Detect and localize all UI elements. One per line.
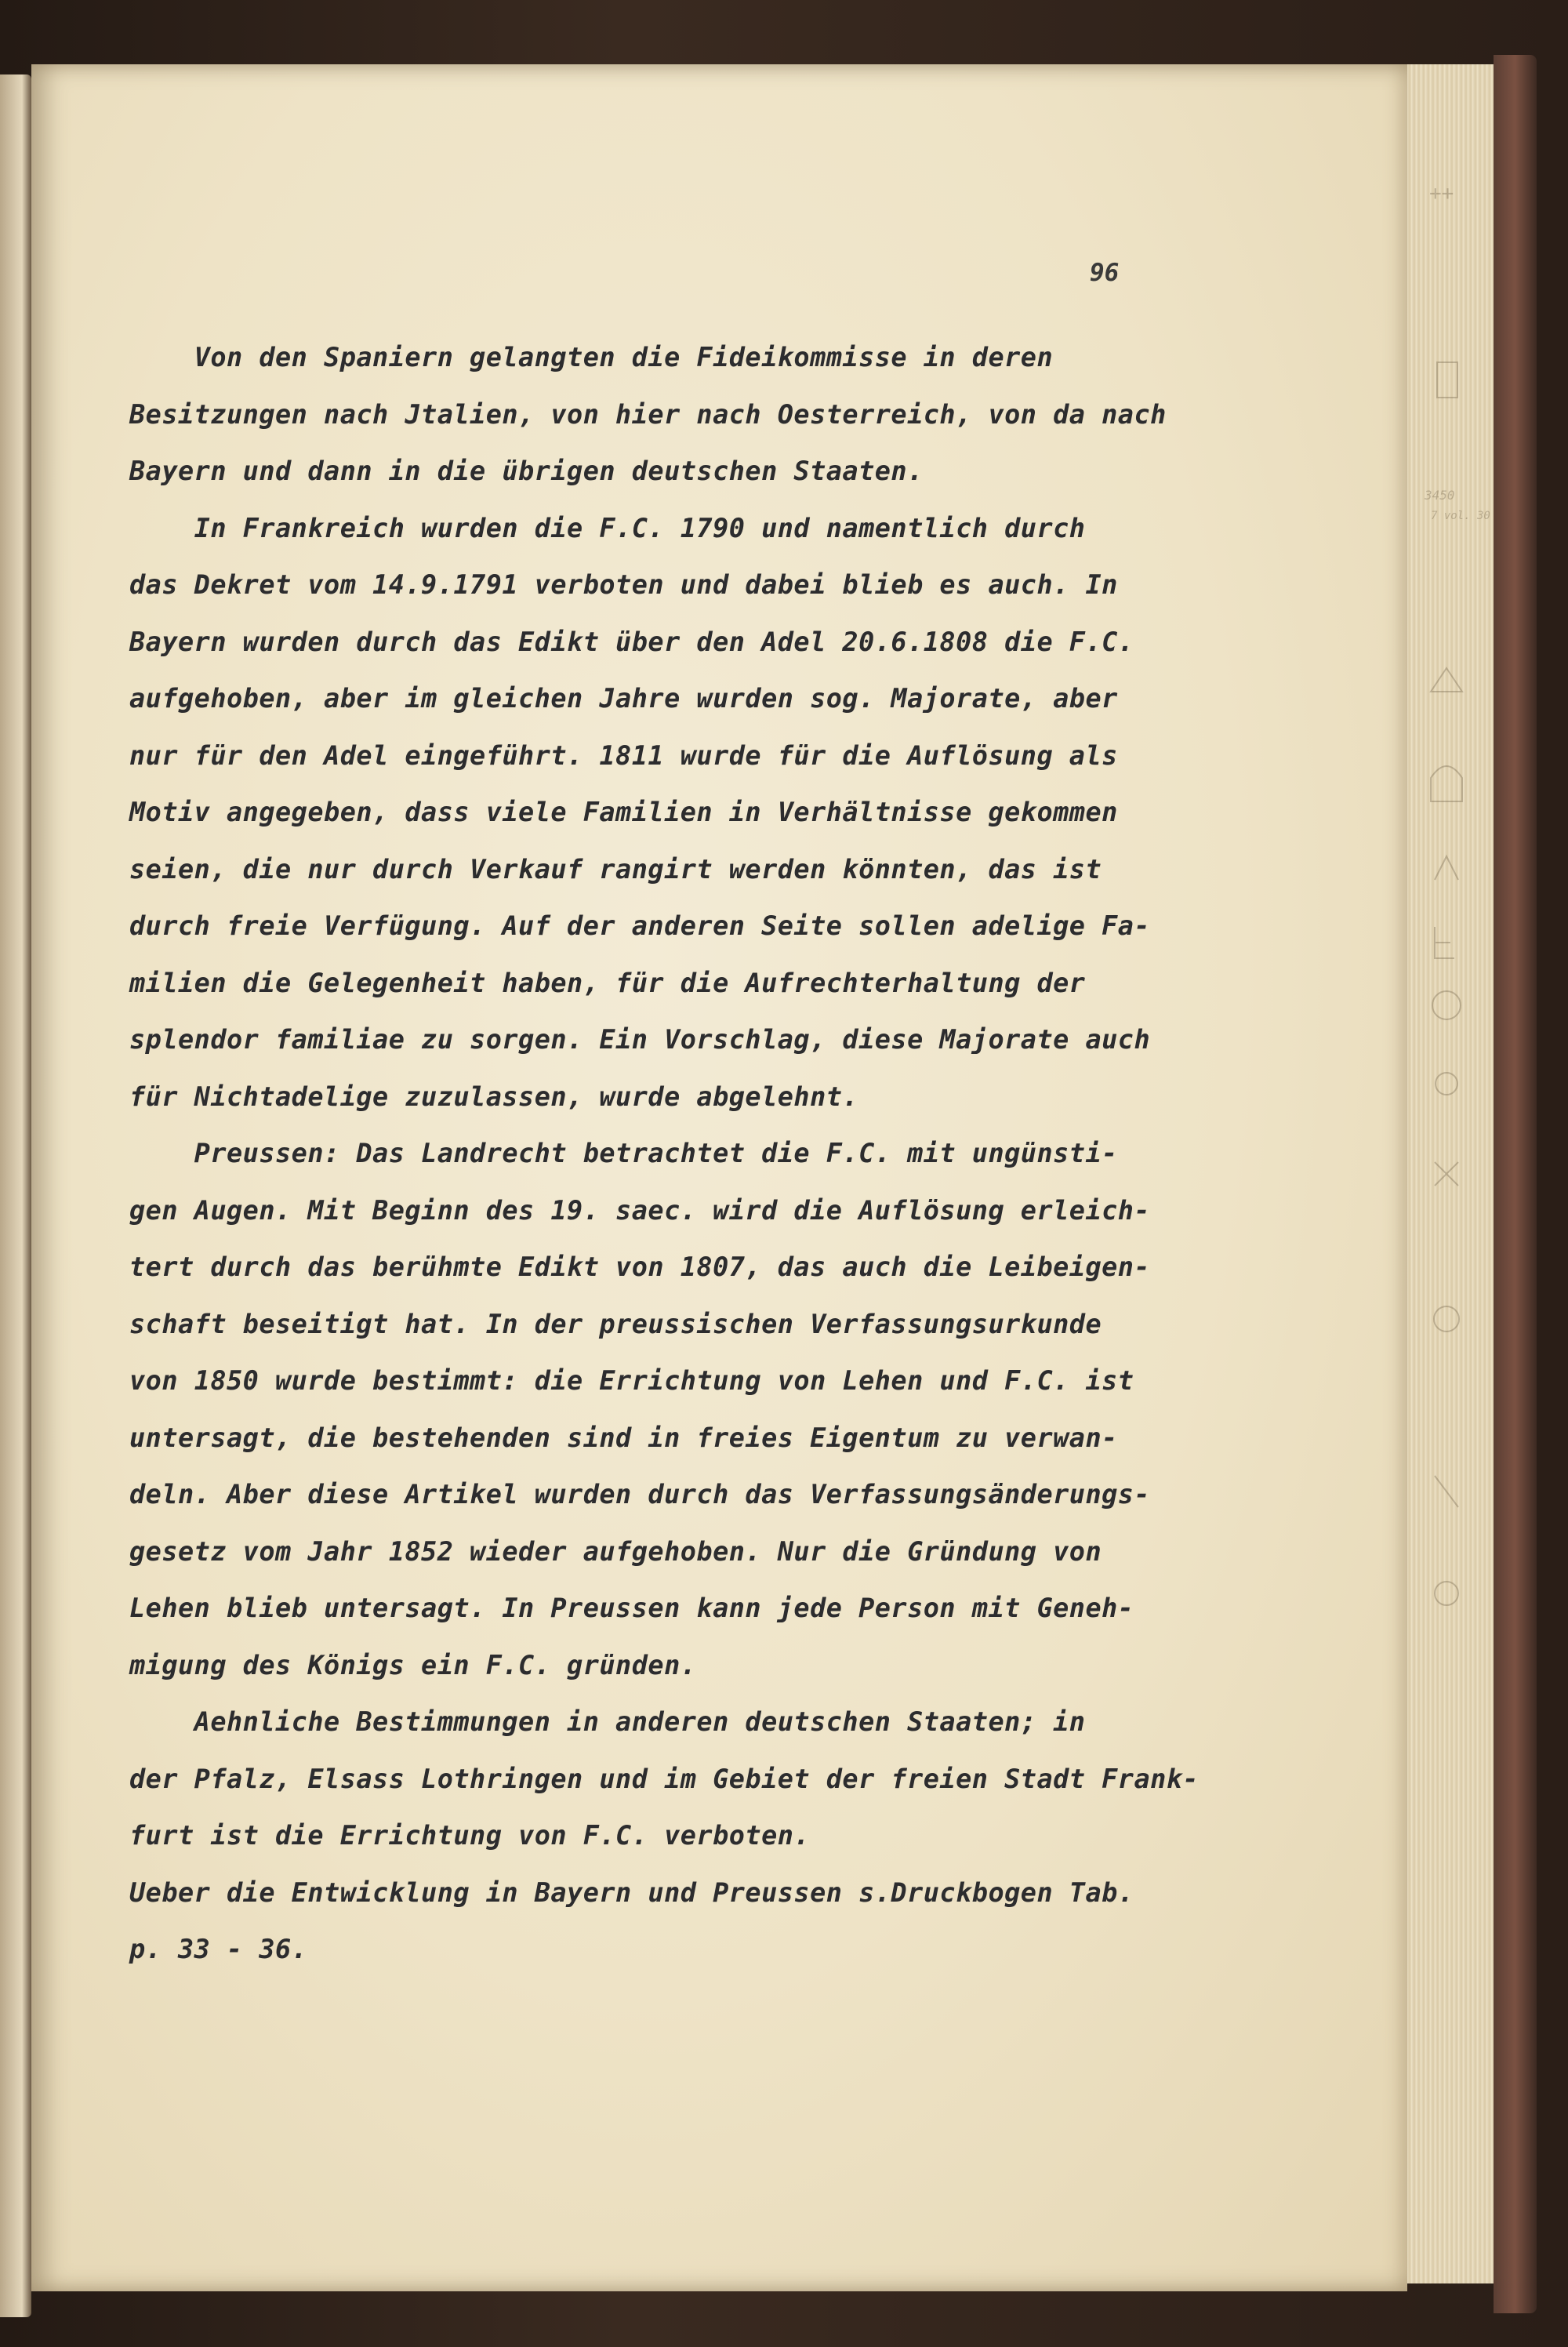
text-line: splendor familiae zu sorgen. Ein Vorschlag, diese Majorate auch xyxy=(129,1024,1151,1055)
text-line: gesetz vom Jahr 1852 wieder aufgehoben. Nur die Gründung von xyxy=(129,1535,1102,1567)
text-line: Preussen: Das Landrecht betrachtet die F.C. mit ungünsti- xyxy=(129,1138,1118,1168)
typed-text-body xyxy=(129,329,1290,1978)
text-line: der Pfalz, Elsass Lothringen und im Gebiet der freien Stadt Frank- xyxy=(129,1763,1200,1794)
text-line: untersagt, die bestehenden sind in freies Eigentum zu verwan- xyxy=(129,1422,1118,1453)
text-line: durch freie Verfügung. Auf der anderen Seite sollen adelige Fa- xyxy=(129,910,1151,941)
text-line: Lehen blieb untersagt. In Preussen kann jede Person mit Geneh- xyxy=(129,1593,1134,1623)
text-line: furt ist die Errichtung von F.C. verboten. xyxy=(129,1820,811,1851)
text-line: gen Augen. Mit Beginn des 19. saec. wird die Auflösung erleich- xyxy=(129,1194,1151,1226)
text-line: Ueber die Entwicklung in Bayern und Preussen s.Druckbogen Tab. xyxy=(129,1877,1134,1908)
text-line: tert durch das berühmte Edikt von 1807, das auch die Leibeigen- xyxy=(129,1252,1151,1282)
text-line: für Nichtadelige zuzulassen, wurde abgelehnt. xyxy=(129,1081,859,1112)
text-line: Bayern und dann in die übrigen deutschen Staaten. xyxy=(129,456,924,486)
margin-plus-marks: ++ xyxy=(1429,182,1454,205)
margin-pencil-note: 7 vol. 30 xyxy=(1431,510,1490,522)
bleed-through-marks xyxy=(1407,300,1494,1711)
text-line: seien, die nur durch Verkauf rangirt werden könnten, das ist xyxy=(129,853,1102,885)
book-cover-edge xyxy=(1494,55,1537,2313)
margin-pencil-number: 3450 xyxy=(1425,488,1455,503)
text-line: migung des Königs ein F.C. gründen. xyxy=(129,1649,697,1680)
underlying-pages-edge xyxy=(1407,64,1494,2283)
text-line: Aehnliche Bestimmungen in anderen deutschen Staaten; in xyxy=(129,1706,1086,1737)
text-line: Von den Spaniern gelangten die Fideikommisse in deren xyxy=(129,342,1054,372)
text-line: milien die Gelegenheit haben, für die Aufrechterhaltung der xyxy=(129,967,1086,998)
text-line: In Frankreich wurden die F.C. 1790 und namentlich durch xyxy=(129,512,1086,543)
text-line: Bayern wurden durch das Edikt über den Adel 20.6.1808 die F.C. xyxy=(129,626,1134,657)
page-number: 96 xyxy=(1090,259,1120,287)
text-line: von 1850 wurde bestimmt: die Errichtung von Lehen und F.C. ist xyxy=(129,1365,1134,1396)
text-line: deln. Aber diese Artikel wurden durch das Verfassungsänderungs- xyxy=(129,1479,1151,1510)
text-line: aufgehoben, aber im gleichen Jahre wurden sog. Majorate, aber xyxy=(129,683,1118,714)
text-line: schaft beseitigt hat. In der preussischen Verfassungsurkunde xyxy=(129,1308,1102,1339)
text-line: p. 33 - 36. xyxy=(129,1934,308,1964)
text-line: Besitzungen nach Jtalien, von hier nach Oesterreich, von da nach xyxy=(129,398,1167,430)
text-line: das Dekret vom 14.9.1791 verboten und dabei blieb es auch. In xyxy=(129,569,1118,600)
left-page-edge xyxy=(0,74,31,2317)
text-line: nur für den Adel eingeführt. 1811 wurde für die Auflösung als xyxy=(129,739,1118,771)
text-line: Motiv angegeben, dass viele Familien in Verhältnisse gekommen xyxy=(129,797,1118,827)
